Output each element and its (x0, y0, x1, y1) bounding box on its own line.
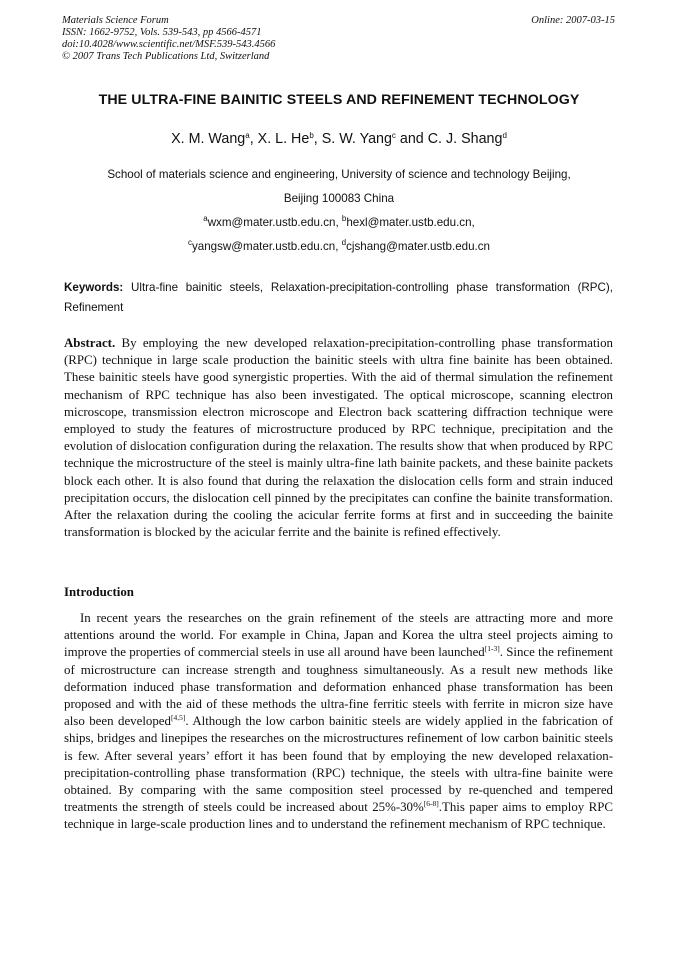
author-name: X. M. Wang (171, 131, 246, 147)
paper-title: THE ULTRA-FINE BAINITIC STEELS AND REFINEMENT TECHNOLOGY (98, 92, 580, 108)
keywords-text: Ultra-fine bainitic steels, Relaxation-precipitation-controlling phase transformation (RPC), Refinement (64, 281, 613, 314)
author-separator: , (249, 131, 258, 147)
citation-ref[interactable]: [4,5] (170, 713, 186, 723)
online-date (531, 15, 615, 27)
author-separator: and (395, 131, 428, 147)
email-sup: d (341, 238, 347, 247)
author-list (40, 131, 638, 147)
intro-text-1: In recent years the researches on the grain refinement of the steels are attracting more and more attentions around the world. For example in China, Japan and Korea the ultra steel projects aiming to improve the properties of commercial steels in use all around have been launched (64, 611, 613, 660)
abstract-label: Abstract. (64, 336, 116, 350)
journal-name: Materials Science Forum (62, 15, 169, 26)
intro-text-2: . Since the refinement of microstructure can increase strength and toughness simultaneously. As a result new methods like deformation induced phase transformation and deformation enhanced phase transformation has been proposed and with the aid of these methods the ultra-fine ferritic steels with ferrite in micron size have also been developed (64, 645, 613, 729)
email-sup: b (341, 214, 347, 223)
email-line-2 (40, 240, 638, 253)
email-line-1 (40, 216, 638, 229)
section-heading-introduction: Introduction (64, 585, 134, 599)
affiliation-line-2: Beijing 100083 China (283, 192, 395, 205)
keywords-label: Keywords: (64, 281, 124, 294)
intro-text-3: . Although the low carbon bainitic steels are widely applied in the fabrication of ships, bridges and linepipes the researches on the microstructures refinement of low carbon bainitic steels is few. After several years’ effort it has been found that by employing the new developed relaxation-precipitation-controlling phase transformation (RPC) technique, the steels with ultra-fine bainite were obtained. By comparing with the same composition steel processed by re-quenched and tempered treatments the strength of steels could be increased about 25%-30% (64, 714, 613, 815)
author-sup: d (502, 131, 507, 140)
citation-ref[interactable]: [1-3] (484, 644, 500, 654)
introduction-paragraph (64, 610, 613, 834)
author-sup: a (245, 131, 250, 140)
keywords-block (64, 278, 613, 318)
copyright-line: © 2007 Trans Tech Publications Ltd, Switzerland (62, 51, 270, 62)
online-date-text: Online: 2007-03-15 (531, 15, 615, 26)
affiliation-line-1: School of materials science and engineering, University of science and technology Beijing, (107, 168, 571, 181)
citation-ref[interactable]: [6-8] (423, 799, 439, 809)
abstract-block (64, 335, 613, 541)
author-name: C. J. Shang (427, 131, 503, 147)
intro-text-4: .This paper aims to employ RPC technique in large-scale production lines and to understand the refinement mechanism of RPC technique. (64, 800, 613, 832)
author-sup: c (391, 131, 396, 140)
email-sup: c (187, 238, 192, 247)
author-name: X. L. He (257, 131, 310, 147)
email-link[interactable]: cjshang@mater.ustb.edu.cn (346, 240, 491, 253)
author-separator: , (313, 131, 322, 147)
author-sup: b (309, 131, 314, 140)
email-link[interactable]: yangsw@mater.ustb.edu.cn, (191, 240, 342, 253)
abstract-text: By employing the new developed relaxation-precipitation-controlling phase transformation (RPC) technique in large scale production the bainitic steels with ultra fine bainite has been obtained. These bainitic steels have good synergistic properties. With the aid of thermal simulation the refinement mechanism of RPC technique has also been investigated. The optical microscope, scanning electron microscope, transmission electron microscope and Electron back scattering diffraction technique were employed to study the features of microstructure produced by RPC technique, precipitation and the evolution of dislocation configuration during the relaxation. The results show that when produced by RPC technique the microstructure of the steel is mainly ultra-fine lath bainite packets, and these bainite packets block each other. It is also found that during the relaxation the dislocation cells form and strain induced precipitation occurs, the dislocation cell pinned by the precipitates can confine the bainite transformation. After the relaxation during the cooling the acicular ferrite forms at first and in succeeding the bainite transformation is blocked by the acicular ferrite and the bainite is refined effectively. (64, 336, 613, 540)
author-name: S. W. Yang (321, 131, 392, 147)
journal-header (62, 15, 482, 63)
email-link[interactable]: wxm@mater.ustb.edu.cn, (207, 216, 342, 229)
email-link[interactable]: hexl@mater.ustb.edu.cn, (346, 216, 475, 229)
issn-line: ISSN: 1662-9752, Vols. 539-543, pp 4566-4571 (62, 27, 262, 38)
email-sup: a (203, 214, 208, 223)
doi-line[interactable]: doi:10.4028/www.scientific.net/MSF.539-543.4566 (62, 39, 276, 50)
